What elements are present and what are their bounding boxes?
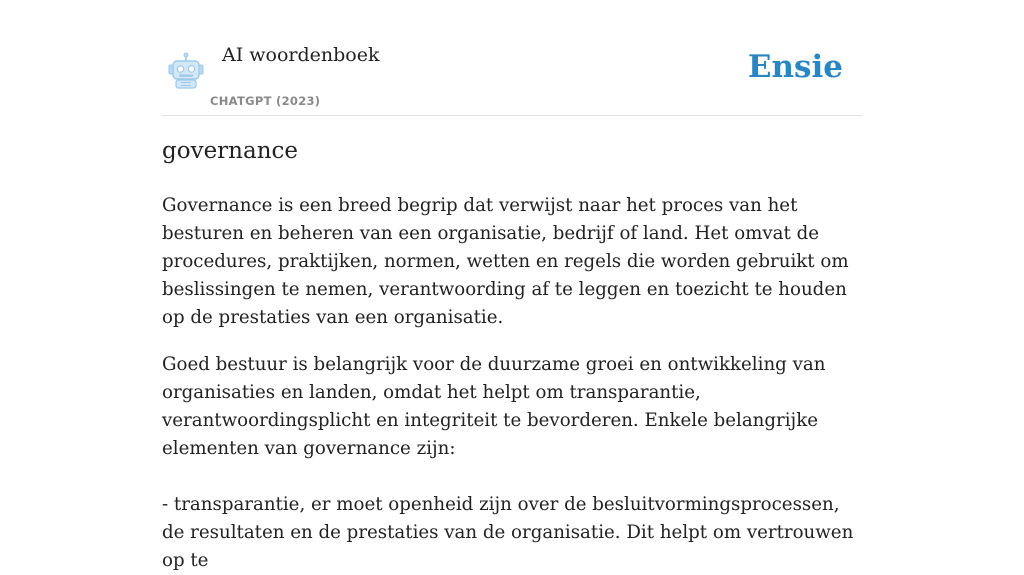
- entry-term: governance: [162, 138, 299, 164]
- definition-paragraph: - transparantie, er moet openheid zijn over de besluitvormingsprocessen, de resultaten en de prestaties van de organisatie. Dit helpt om vertrouwen op te: [162, 494, 854, 571]
- entry-header: [162, 0, 862, 116]
- definition-paragraph: Goed bestuur is belangrijk voor de duurzame groei en ontwikkeling van organisaties en landen, omdat het helpt om transparantie, verantwoordingsplicht en integriteit te bevorderen. Enkele belangrijke elementen van governance zijn:: [162, 354, 826, 459]
- entry-definition: [162, 192, 862, 575]
- definition-paragraph: Governance is een breed begrip dat verwijst naar het proces van het besturen en beheren van een organisatie, bedrijf of land. Het omvat de procedures, praktijken, normen, wetten en regels die worden gebruikt om beslissingen te nemen, verantwoording af te leggen en toezicht te houden op de prestaties van een organisatie.: [162, 195, 849, 328]
- dictionary-source: CHATGPT (2023): [210, 94, 321, 108]
- brand-logo[interactable]: Ensie: [747, 49, 843, 85]
- dictionary-title: AI woordenboek: [222, 44, 380, 66]
- entry-page: [162, 0, 862, 571]
- robot-icon: [166, 52, 206, 90]
